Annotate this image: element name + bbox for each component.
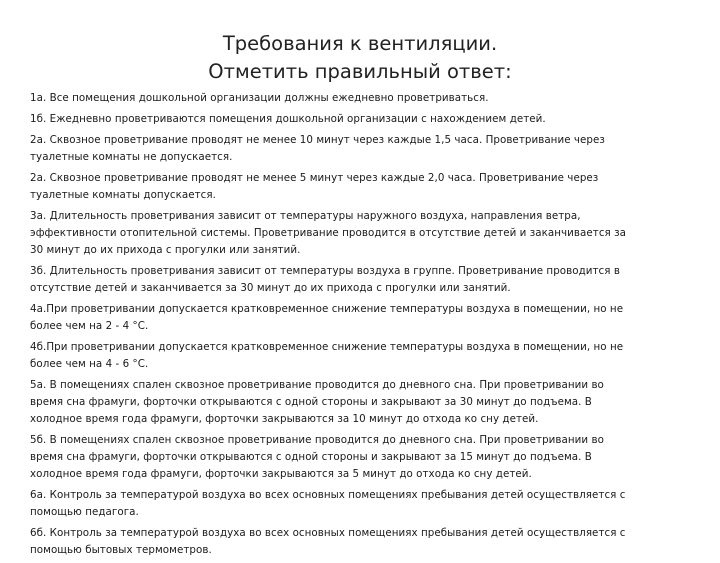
answer-5b: 5б. В помещениях спален сквозное проветривание проводится до дневного сна. При проветривании во время сна фрамуги, форточки открываются с одной стороны и закрывают за 15 минут до подъема. В холодное время года фрамуги, форточки закрываются за 5 минут до отхода ко сну детей. [30,434,604,480]
answer-2a-first: 2а. Сквозное проветривание проводят не менее 10 минут через каждые 1,5 часа. Проветривание через туалетные комнаты не допускается. [30,134,605,163]
title-line-1: Требования к вентиляции. [222,32,498,55]
title-line-2: Отметить правильный ответ: [208,60,512,83]
answer-6b: 6б. Контроль за температурой воздуха во всех основных помещениях пребывания детей осуществляется с помощью бытовых термометров. [30,527,626,556]
answer-4a: 4а.При проветривании допускается кратковременное снижение температуры воздуха в помещении, но не более чем на 2 - 4 °С. [30,303,624,332]
answer-1a: 1а. Все помещения дошкольной организации должны ежедневно проветриваться. [30,92,489,104]
answer-4b: 4б.При проветривании допускается кратковременное снижение температуры воздуха в помещении, но не более чем на 4 - 6 °С. [30,341,624,370]
page-title [0,30,720,86]
answer-1b: 1б. Ежедневно проветриваются помещения дошкольной организации с нахождением детей. [30,113,546,125]
answer-5a: 5а. В помещениях спален сквозное проветривание проводится до дневного сна. При проветривании во время сна фрамуги, форточки открываются с одной стороны и закрывают за 30 минут до подъема. В холодное время года фрамуги, форточки закрываются за 10 минут до отхода ко сну детей. [30,379,604,425]
answer-2a-second: 2а. Сквозное проветривание проводят не менее 5 минут через каждые 2,0 часа. Проветривание через туалетные комнаты допускается. [30,172,599,201]
answer-3b: 3б. Длительность проветривания зависит от температуры воздуха в группе. Проветривание проводится в отсутствие детей и заканчивается за 30 минут до их прихода с прогулки или занятий. [30,265,620,294]
answer-6a: 6а. Контроль за температурой воздуха во всех основных помещениях пребывания детей осуществляется с помощью педагога. [30,489,626,518]
answer-3a: 3а. Длительность проветривания зависит от температуры наружного воздуха, направления ветра, эффективности отопительной системы. Проветривание проводится в отсутствие детей и заканчивается за 30 минут до их прихода с прогулки или занятий. [30,210,626,256]
answer-list [30,90,690,563]
